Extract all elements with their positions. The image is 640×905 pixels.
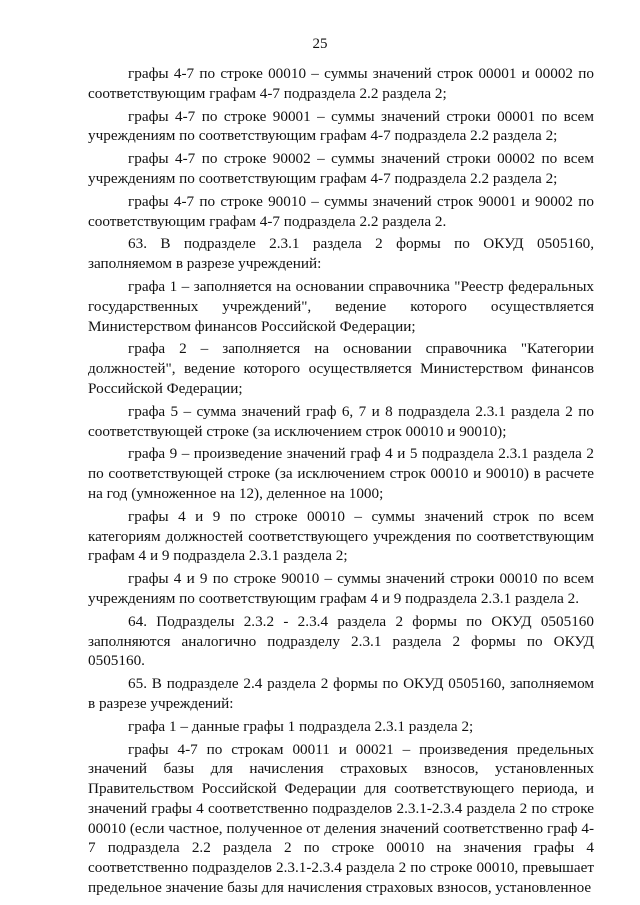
paragraph: графа 1 – заполняется на основании справочника "Реестр федеральных государственных учреждений", ведение которого осуществляется Министерством финансов Российской Федерации; [88, 277, 594, 335]
paragraph: графа 2 – заполняется на основании справочника "Категории должностей", ведение которого осуществляется Министерством финансов Российской Федерации; [88, 340, 594, 397]
paragraph: графа 9 – произведение значений граф 4 и 5 подраздела 2.3.1 раздела 2 по соответствующей строке (за исключением строк 00010 и 90010) в расчете на год (умноженное на 12), деленное на 1000; [88, 445, 594, 502]
document-body [88, 64, 594, 901]
paragraph: графы 4-7 по строке 90002 – суммы значений строки 00002 по всем учреждениям по соответствующим графам 4-7 подраздела 2.2 раздела 2; [88, 150, 594, 187]
paragraph: 63. В подразделе 2.3.1 раздела 2 формы по ОКУД 0505160, заполняемом в разрезе учреждений: [88, 235, 594, 273]
paragraph: графы 4 и 9 по строке 00010 – суммы значений строк по всем категориям должностей соответствующего учреждения по соответствующим графам 4 и 9 подраздела 2.3.1 раздела 2; [88, 507, 594, 565]
paragraph: графа 5 – сумма значений граф 6, 7 и 8 подраздела 2.3.1 раздела 2 по соответствующей строке (за исключением строк 00010 и 90010); [88, 402, 594, 440]
page-number: 25 [312, 36, 328, 52]
paragraph: 65. В подразделе 2.4 раздела 2 формы по ОКУД 0505160, заполняемом в разрезе учреждений: [88, 675, 594, 712]
paragraph: графы 4-7 по строке 90010 – суммы значений строк 90001 и 90002 по соответствующим графам 4-7 подраздела 2.2 раздела 2. [88, 192, 594, 230]
paragraph: графы 4 и 9 по строке 90010 – суммы значений строки 00010 по всем учреждениям по соответствующим графам 4 и 9 подраздела 2.3.1 раздела 2. [88, 570, 594, 607]
paragraph: графы 4-7 по строкам 00011 и 00021 – произведения предельных значений базы для начисления страховых взносов, установленных Правительством Российской Федерации для соответствующего периода, и значений графы 4 соответственно подразделов 2.3.1-2.3.4 раздела 2 по строке 00010 (если частное, полученное от деления значений соответственно граф 4-7 подраздела 2.2 раздела 2 по строке 00010 на значения графы 4 соответственно подразделов 2.3.1-2.3.4 раздела 2 по строке 00010, превышает предельное значение базы для начисления страховых взносов, установленное [88, 740, 594, 897]
paragraph: 64. Подразделы 2.3.2 - 2.3.4 раздела 2 формы по ОКУД 0505160 заполняются аналогично подразделу 2.3.1 раздела 2 формы по ОКУД 0505160. [88, 612, 594, 670]
paragraph: графы 4-7 по строке 90001 – суммы значений строки 00001 по всем учреждениям по соответствующим графам 4-7 подраздела 2.2 раздела 2; [88, 107, 594, 145]
paragraph: графы 4-7 по строке 00010 – суммы значений строк 00001 и 00002 по соответствующим графам 4-7 подраздела 2.2 раздела 2; [88, 65, 594, 102]
paragraph: графа 1 – данные графы 1 подраздела 2.3.1 раздела 2; [128, 717, 474, 735]
